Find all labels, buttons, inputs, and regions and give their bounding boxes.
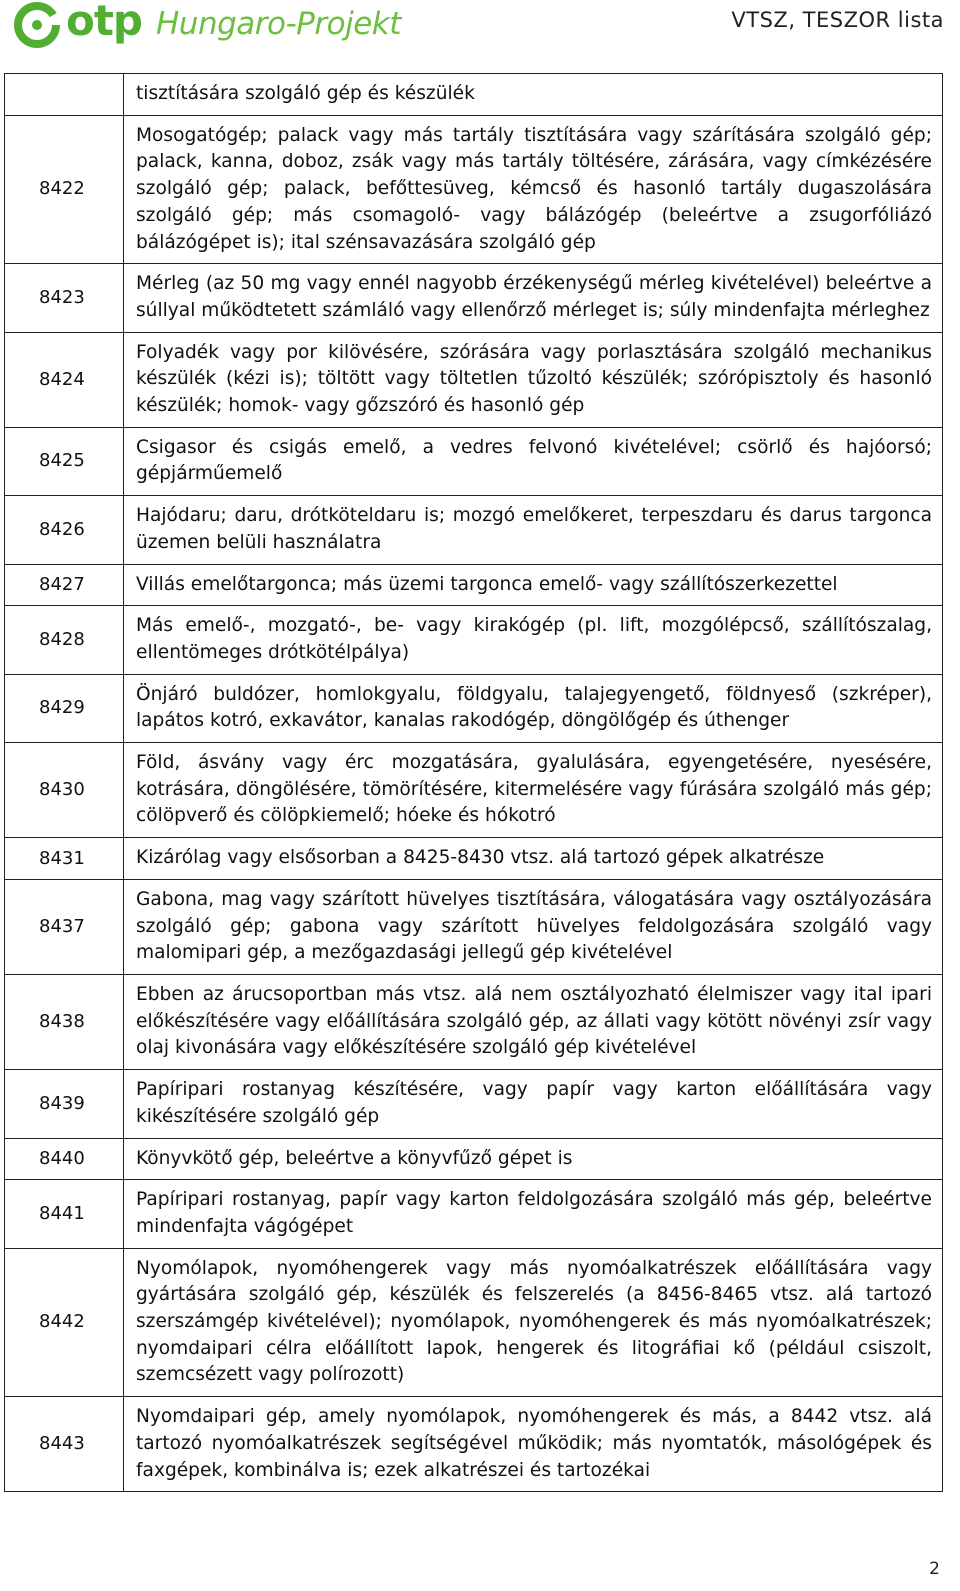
product-description: Ebben az árucsoportban más vtsz. alá nem osztályozható élelmiszer vagy ital ipari előkészítésére vagy előállítására szolgáló gép, az állati vagy kötött növényi zsír vagy olaj kivonására vagy előkészítésére szolgáló gép kivételével — [124, 974, 943, 1069]
table-row — [5, 564, 943, 606]
vtsz-code: 8425 — [5, 427, 124, 495]
table-row — [5, 115, 943, 264]
vtsz-code: 8430 — [5, 743, 124, 838]
vtsz-code: 8424 — [5, 332, 124, 427]
table-row — [5, 743, 943, 838]
otp-logo-icon — [14, 2, 60, 48]
vtsz-code: 8431 — [5, 838, 124, 880]
product-description: Nyomdaipari gép, amely nyomólapok, nyomóhengerek és más, a 8442 vtsz. alá tartozó nyomóalkatrészek segítségével működik; más nyomtatók, másológépek és faxgépek, kombinálva is; ezek alkatrészei és tartozékai — [124, 1397, 943, 1492]
product-description: Csigasor és csigás emelő, a vedres felvonó kivételével; csörlő és hajóorsó; gépjárműemelő — [124, 427, 943, 495]
vtsz-code: 8427 — [5, 564, 124, 606]
table-row — [5, 838, 943, 880]
vtsz-code: 8443 — [5, 1397, 124, 1492]
page-header — [0, 0, 960, 50]
vtsz-code: 8437 — [5, 879, 124, 974]
vtsz-code: 8426 — [5, 496, 124, 564]
product-description: Hajódaru; daru, drótköteldaru is; mozgó emelőkeret, terpeszdaru és darus targonca üzemen belüli használatra — [124, 496, 943, 564]
table-row — [5, 1070, 943, 1138]
vtsz-code: 8422 — [5, 115, 124, 264]
vtsz-code — [5, 74, 124, 116]
product-description: Papíripari rostanyag készítésére, vagy papír vagy karton előállítására vagy kikészítésére szolgáló gép — [124, 1070, 943, 1138]
product-description: tisztítására szolgáló gép és készülék — [124, 74, 943, 116]
logo-otp-text: otp — [66, 0, 142, 45]
table-row — [5, 879, 943, 974]
vtsz-code: 8439 — [5, 1070, 124, 1138]
product-description: Nyomólapok, nyomóhengerek vagy más nyomóalkatrészek előállítására vagy gyártására szolgáló gép, készülék és felszerelés (a 8456-8465 vtsz. alá tartozó szerszámgép kivételével); nyomólapok, nyomóhengerek és más nyomóalkatrészek; nyomdaipari célra előállított lapok, hengerek és litográfiai kő (például csiszolt, szemcsézett vagy polírozott) — [124, 1248, 943, 1397]
vtsz-code: 8428 — [5, 606, 124, 674]
vtsz-code: 8429 — [5, 674, 124, 742]
table-row — [5, 264, 943, 332]
table-row — [5, 606, 943, 674]
product-description: Kizárólag vagy elsősorban a 8425-8430 vtsz. alá tartozó gépek alkatrésze — [124, 838, 943, 880]
product-description: Mosogatógép; palack vagy más tartály tisztítására vagy szárítására szolgáló gép; palack, kanna, doboz, zsák vagy más tartály töltésére, zárására, vagy címkézésére szolgáló gép; palack, befőttesüveg, kémcső és hasonló tartály dugaszolására szolgáló gép; más csomagoló- vagy bálázógép (beleértve a zsugorfóliázó bálázógépet is); ital szénsavazására szolgáló gép — [124, 115, 943, 264]
product-description: Könyvkötő gép, beleértve a könyvfűző gépet is — [124, 1138, 943, 1180]
vtsz-table — [4, 73, 943, 1492]
product-description: Mérleg (az 50 mg vagy ennél nagyobb érzékenységű mérleg kivételével) beleértve a súllyal működtetett számláló vagy ellenőrző mérleget is; súly mindenfajta mérleghez — [124, 264, 943, 332]
product-description: Más emelő-, mozgató-, be- vagy kirakógép (pl. lift, mozgólépcső, szállítószalag, ellentömeges drótkötélpálya) — [124, 606, 943, 674]
table-row — [5, 1397, 943, 1492]
product-description: Gabona, mag vagy szárított hüvelyes tisztítására, válogatására vagy osztályozására szolgáló gép; gabona vagy szárított hüvelyes feldolgozására szolgáló vagy malomipari gép, a mezőgazdasági jellegű gép kivételével — [124, 879, 943, 974]
page-number: 2 — [929, 1559, 940, 1579]
table-row — [5, 74, 943, 116]
document-title: VTSZ, TESZOR lista — [731, 8, 944, 32]
table-row — [5, 1138, 943, 1180]
product-description: Villás emelőtargonca; más üzemi targonca emelő- vagy szállítószerkezettel — [124, 564, 943, 606]
vtsz-code: 8438 — [5, 974, 124, 1069]
product-description: Önjáró buldózer, homlokgyalu, földgyalu, talajegyengető, földnyeső (szkréper), lapátos kotró, exkavátor, kanalas rakodógép, döngölőgép és úthenger — [124, 674, 943, 742]
table-row — [5, 974, 943, 1069]
vtsz-code: 8441 — [5, 1180, 124, 1248]
table-row — [5, 674, 943, 742]
logo-subtitle: Hungaro-Projekt — [156, 6, 401, 42]
table-row — [5, 1180, 943, 1248]
table-row — [5, 1248, 943, 1397]
table-row — [5, 427, 943, 495]
vtsz-code: 8440 — [5, 1138, 124, 1180]
product-description: Papíripari rostanyag, papír vagy karton feldolgozására szolgáló más gép, beleértve mindenfajta vágógépet — [124, 1180, 943, 1248]
product-description: Föld, ásvány vagy érc mozgatására, gyalulására, egyengetésére, nyesésére, kotrására, döngölésére, tömörítésére, kitermelésére vagy fúrására szolgáló más gép; cölöpverő és cölöpkiemelő; hóeke és hókotró — [124, 743, 943, 838]
table-row — [5, 496, 943, 564]
vtsz-code: 8442 — [5, 1248, 124, 1397]
table-row — [5, 332, 943, 427]
vtsz-code: 8423 — [5, 264, 124, 332]
product-description: Folyadék vagy por kilövésére, szórására vagy porlasztására szolgáló mechanikus készülék (kézi is); töltött vagy töltetlen tűzoltó készülék; szórópisztoly és hasonló készülék; homok- vagy gőzszóró és hasonló gép — [124, 332, 943, 427]
